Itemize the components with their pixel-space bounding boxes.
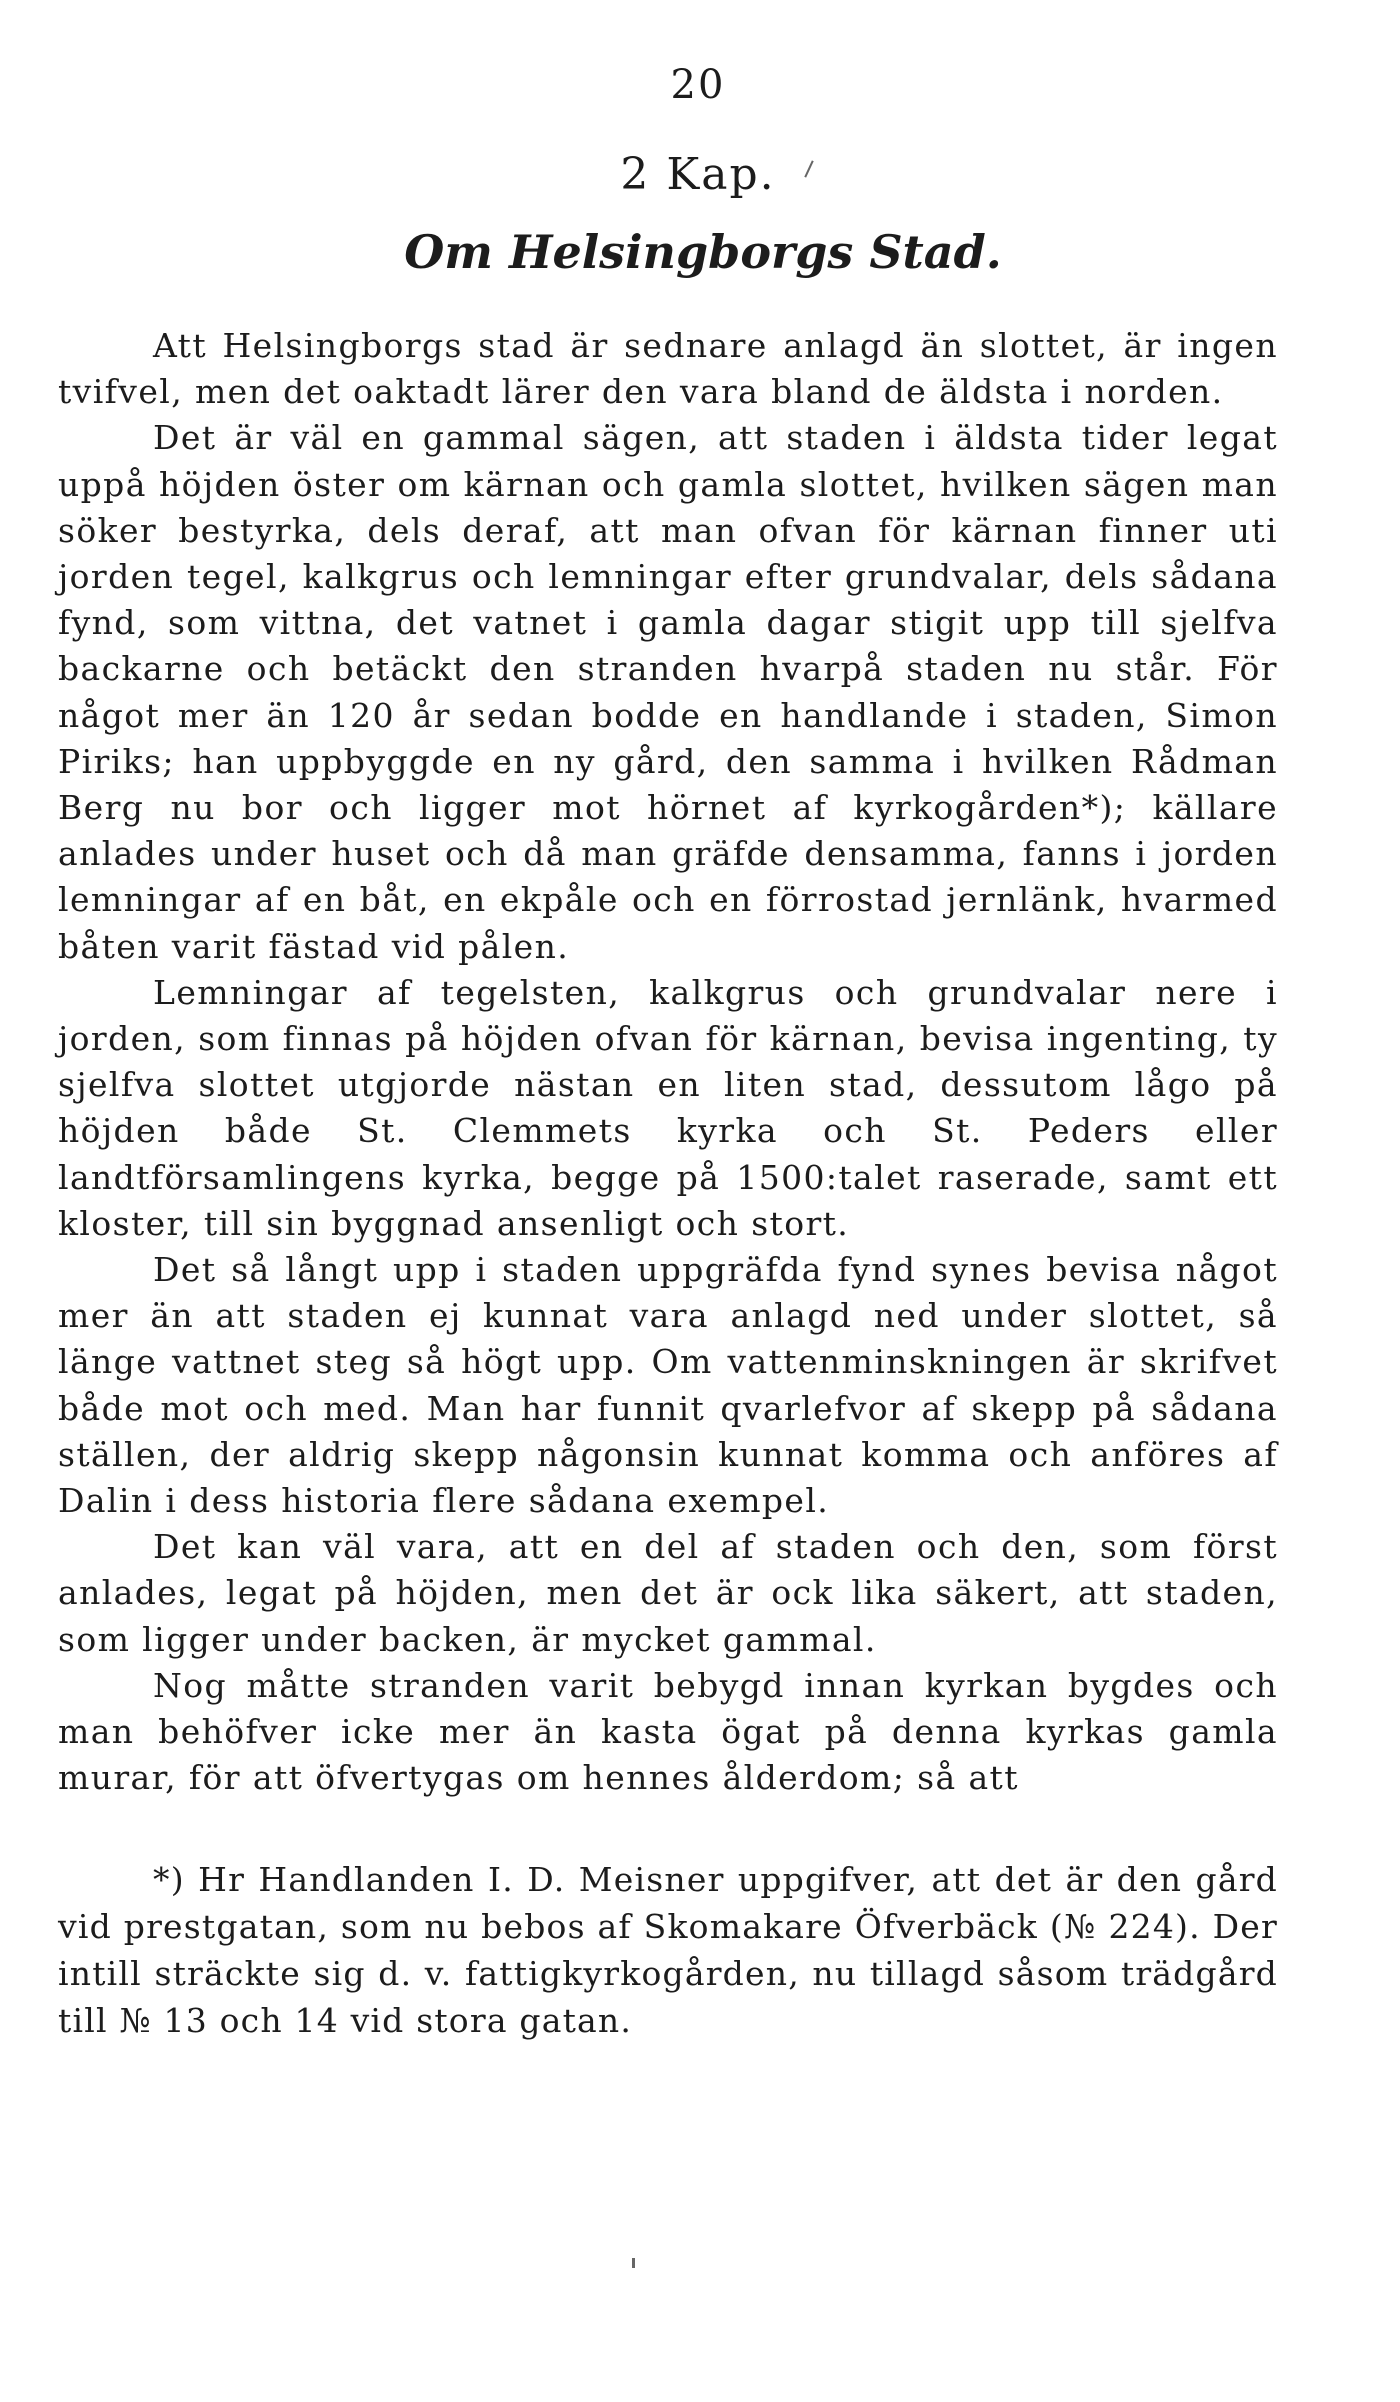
body-text [58, 323, 1278, 1802]
footnote [58, 1856, 1278, 2044]
book-page [58, 55, 1278, 2044]
stray-ink-mark [632, 2258, 635, 2268]
paragraph: Det är väl en gammal sägen, att staden i äldsta tider legat uppå höjden öster om kärnan och gamla slottet, hvilken sägen man söker bestyrka, dels deraf, att man ofvan för kärnan finner uti jorden tegel, kalkgrus och lemningar efter grundvalar, dels sådana fynd, som vittna, det vatnet i gamla dagar stigit upp till sjelfva backarne och betäckt den stranden hvarpå staden nu står. För något mer än 120 år sedan bodde en handlande i staden, Simon Piriks; han uppbyggde en ny gård, den samma i hvilken Rådman Berg nu bor och ligger mot hörnet af kyrkogården*); källare anlades under huset och då man gräfde densamma, fanns i jorden lemningar af en båt, en ekpåle och en förrostad jernlänk, hvarmed båten varit fästad vid pålen. [58, 418, 1278, 966]
paragraph: Det kan väl vara, att en del af staden och den, som först anlades, legat på höjden, men det är ock lika säkert, att staden, som ligger under backen, är mycket gammal. [58, 1527, 1278, 1659]
paragraph: Det så långt upp i staden uppgräfda fynd synes bevisa något mer än att staden ej kunnat vara anlagd ned under slottet, så länge vattnet steg så högt upp. Om vattenminskningen är skrifvet både mot och med. Man har funnit qvarlefvor af skepp på sådana ställen, der aldrig skepp någonsin kunnat komma och anföres af Dalin i dess historia flere sådana exempel. [58, 1250, 1278, 1521]
page-number: 20 [670, 62, 726, 108]
paragraph: Nog måtte stranden varit bebygd innan kyrkan bygdes och man behöfver icke mer än kasta ögat på denna kyrkas gamla murar, för att öfvertygas om hennes ålderdom; så att [58, 1665, 1278, 1798]
footnote-text: *) Hr Handlanden I. D. Meisner uppgifver, att det är den gård vid prestgatan, som nu bebos af Skomakare Öfverbäck (№ 224). Der intill sträckte sig d. v. fattigkyrkogården, nu tillagd såsom trädgård till № 13 och 14 vid stora gatan. [58, 1859, 1278, 2040]
paragraph: Att Helsingborgs stad är sednare anlagd än slottet, är ingen tvifvel, men det oaktadt lärer den vara bland de äldsta i norden. [58, 326, 1278, 412]
chapter-title: Om Helsingborgs Stad. [404, 225, 1002, 279]
paragraph: Lemningar af tegelsten, kalkgrus och grundvalar nere i jorden, som finnas på höjden ofvan för kärnan, bevisa ingenting, ty sjelfva slottet utgjorde nästan en liten stad, dessutom lågo på höjden både St. Clemmets kyrka och St. Peders eller landtförsamlingens kyrka, begge på 1500:talet raserade, samt ett kloster, till sin byggnad ansenligt och stort. [58, 972, 1278, 1243]
chapter-heading: 2 Kap. [620, 149, 776, 200]
